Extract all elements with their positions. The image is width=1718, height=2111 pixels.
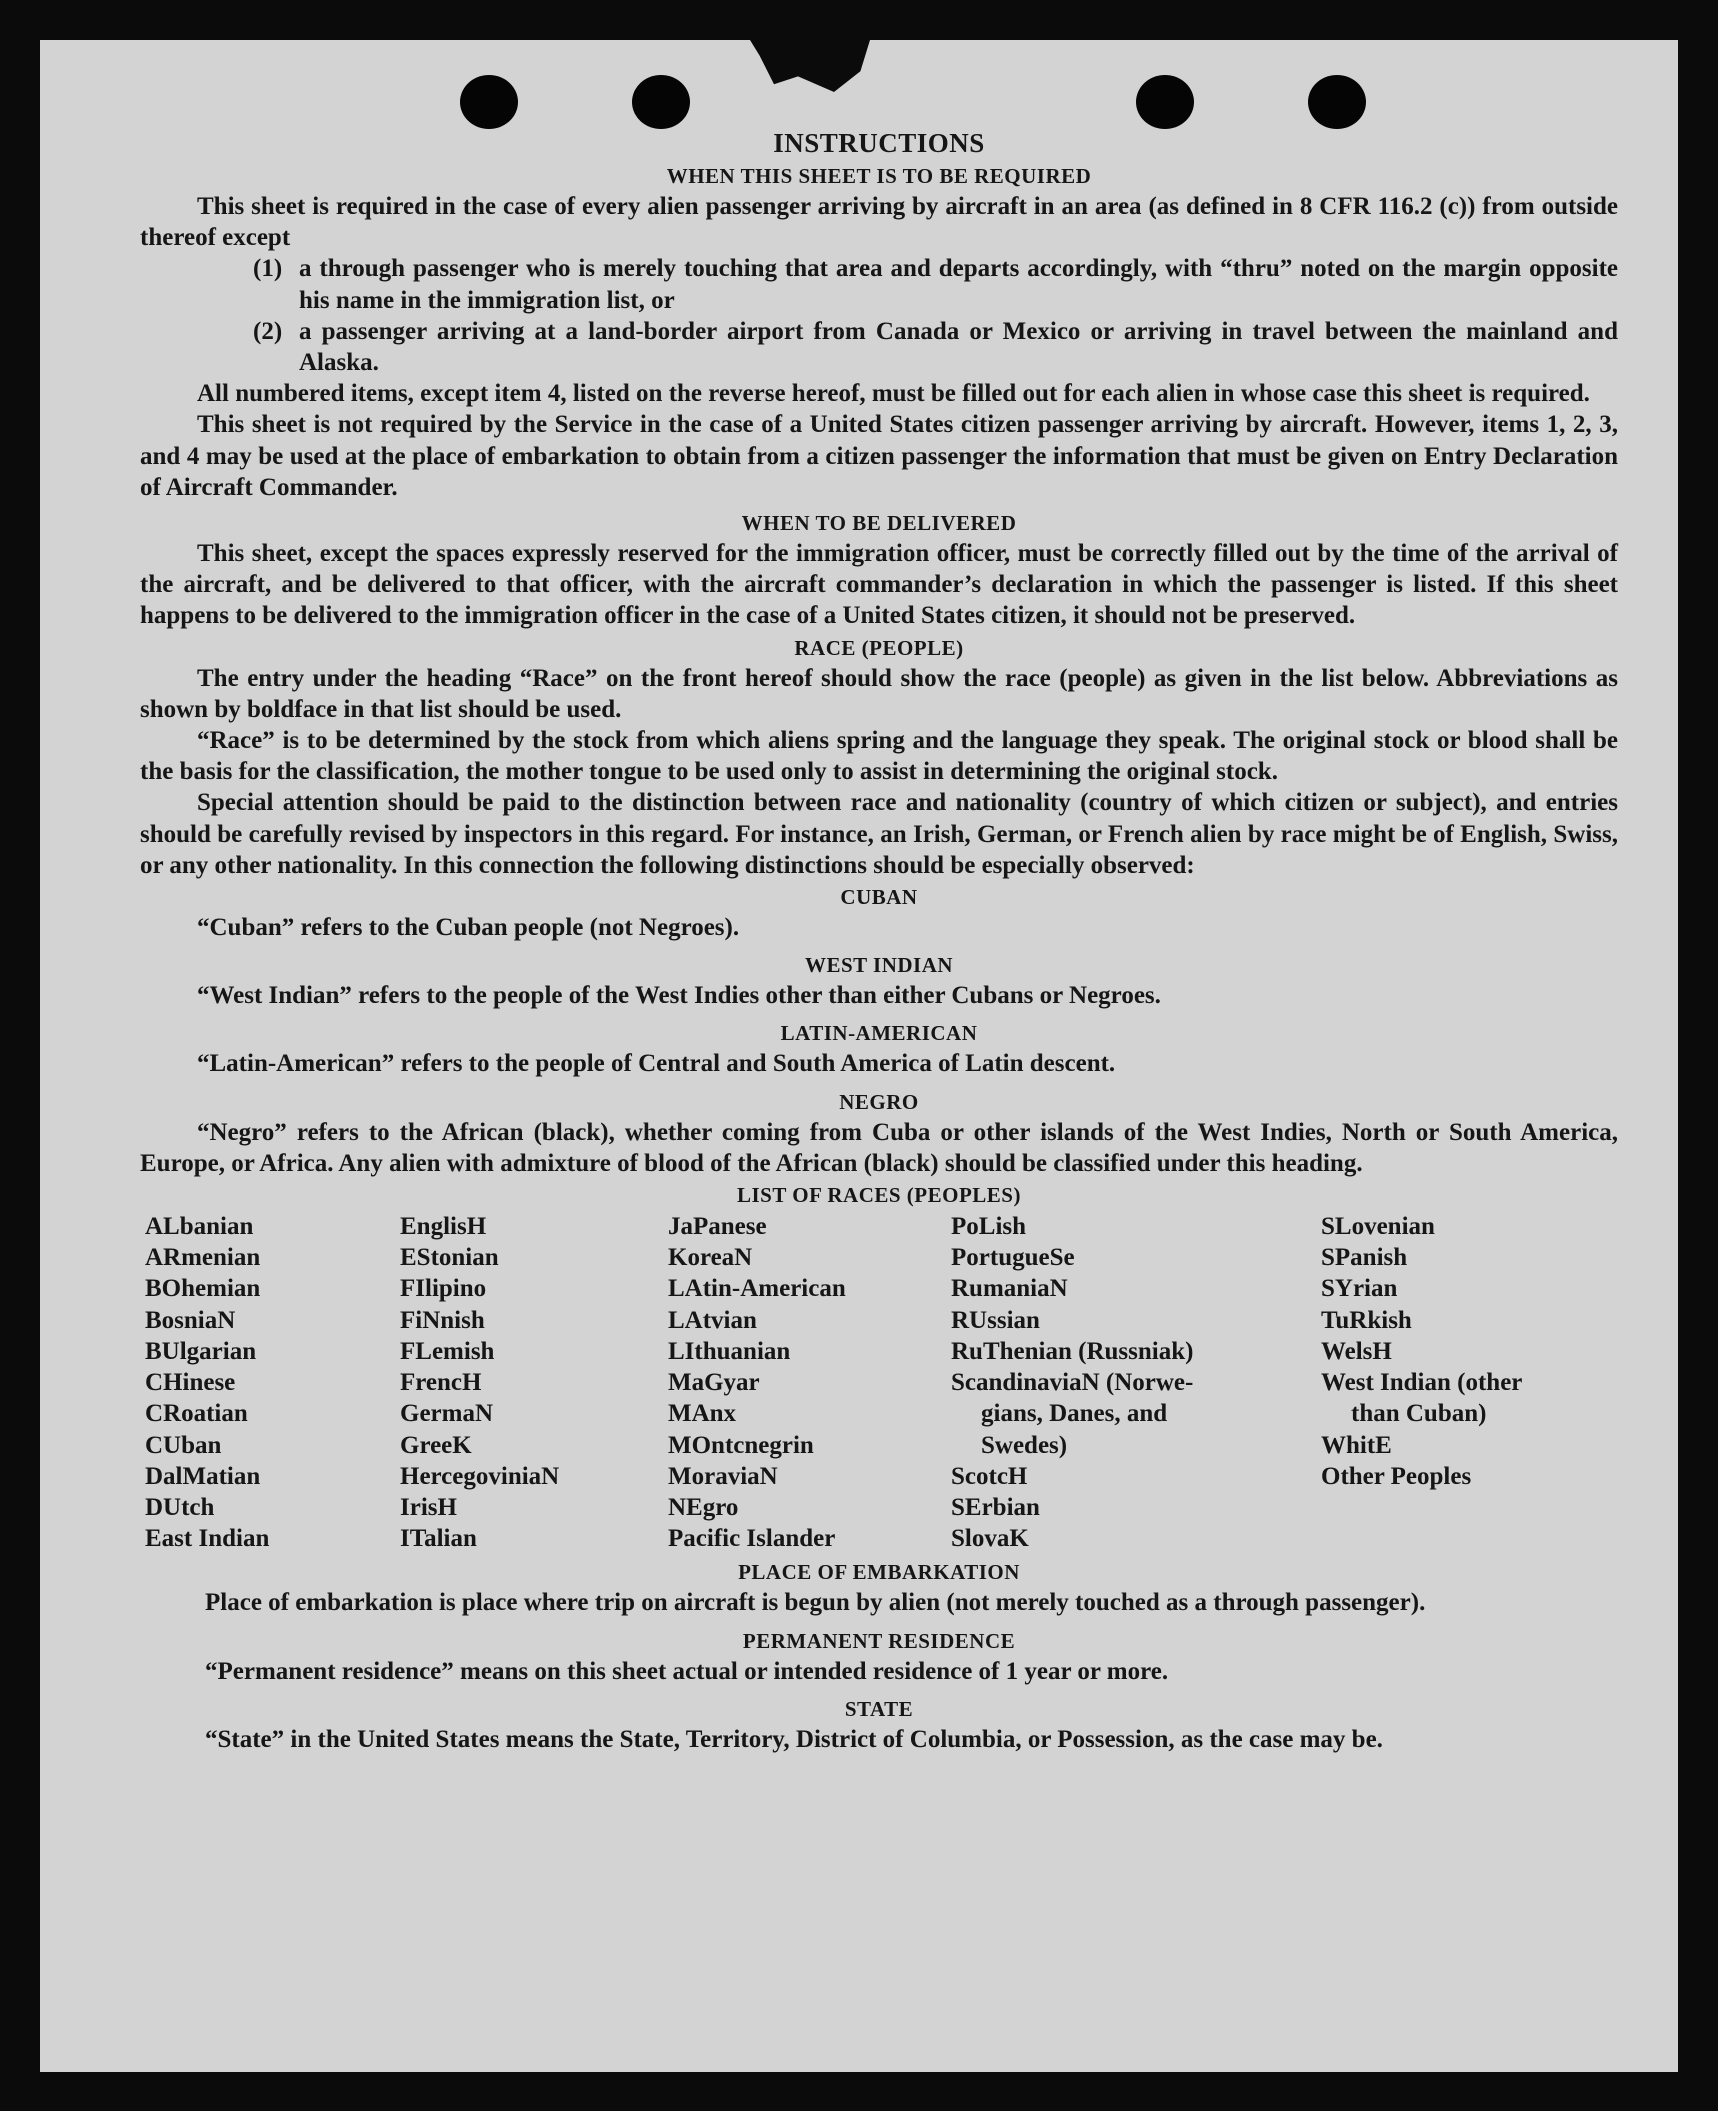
race-entry: HercegoviniaN bbox=[400, 1462, 560, 1490]
torn-edge bbox=[750, 40, 870, 92]
race-entry: BUlgarian bbox=[145, 1337, 257, 1365]
race-entry: ScandinaviaN (Norwe- bbox=[951, 1369, 1194, 1397]
race-entry: PoLish bbox=[951, 1213, 1027, 1241]
race-entry: SLovenian bbox=[1321, 1213, 1435, 1241]
paragraph: “Latin-American” refers to the people of Central and South America of Latin descent. bbox=[197, 1050, 1116, 1078]
list-item bbox=[253, 316, 1618, 378]
punch-hole bbox=[460, 75, 518, 129]
section-heading-embarkation: PLACE OF EMBARKATION bbox=[738, 1560, 1020, 1585]
section-heading-cuban: CUBAN bbox=[840, 885, 918, 910]
race-entry: MAnx bbox=[668, 1400, 737, 1428]
race-entry: SErbian bbox=[951, 1493, 1040, 1521]
race-entry: GermaN bbox=[400, 1400, 494, 1428]
race-column bbox=[668, 1211, 951, 1554]
race-entry: SlovaK bbox=[951, 1525, 1029, 1553]
punch-hole bbox=[632, 75, 690, 129]
paragraph: “Cuban” refers to the Cuban people (not Negroes). bbox=[197, 914, 740, 942]
race-column bbox=[951, 1211, 1321, 1554]
list-item bbox=[253, 253, 1618, 315]
race-entry: EStonian bbox=[400, 1244, 499, 1272]
race-entry: ARmenian bbox=[145, 1244, 261, 1272]
race-entry: ITalian bbox=[400, 1525, 477, 1553]
race-entry: RumaniaN bbox=[951, 1275, 1068, 1303]
paragraph: This sheet is not required by the Service in the case of a United States citizen passenger arriving by aircraft. However, items 1, 2, 3, and 4 may be used at the place of embarkation to obtain from a citizen passenger the information that must be given on Entry Declaration of Aircraft Commander. bbox=[140, 411, 1618, 501]
race-entry: WelsH bbox=[1321, 1337, 1392, 1365]
paragraph: This sheet, except the spaces expressly reserved for the immigration officer, must be correctly filled out by the time of the arrival of the aircraft, and be delivered to that officer, with the aircraft commander’s declaration in which the passenger is listed. If this sheet happens to be delivered to the immigration officer in the case of a United States citizen, it should not be preserved. bbox=[140, 540, 1618, 630]
race-entry: SPanish bbox=[1321, 1244, 1408, 1272]
paragraph: This sheet is required in the case of every alien passenger arriving by aircraft in an area (as defined in 8 CFR 116.2 (c)) from outside thereof except bbox=[140, 193, 1618, 252]
race-entry: East Indian bbox=[145, 1525, 270, 1553]
race-entry: ScotcH bbox=[951, 1462, 1028, 1490]
race-entry: TuRkish bbox=[1321, 1306, 1412, 1334]
race-entry: FrencH bbox=[400, 1369, 482, 1397]
item-number: (2) bbox=[253, 317, 283, 345]
race-entry: MoraviaN bbox=[668, 1462, 778, 1490]
item-text: a passenger arriving at a land-border airport from Canada or Mexico or arriving in travel between the mainland and Alaska. bbox=[299, 317, 1618, 377]
paragraph: “Negro” refers to the African (black), whether coming from Cuba or other islands of the West Indies, North or South America, Europe, or Africa. Any alien with admixture of blood of the African (black) should be classified under this heading. bbox=[140, 1118, 1618, 1177]
race-entry: LAtvian bbox=[668, 1306, 757, 1334]
race-entry: Pacific Islander bbox=[668, 1525, 836, 1553]
race-entry: SYrian bbox=[1321, 1275, 1398, 1303]
paragraph: All numbered items, except item 4, listed on the reverse hereof, must be filled out for each alien in whose case this sheet is required. bbox=[197, 380, 1590, 408]
race-entry: CRoatian bbox=[145, 1400, 248, 1428]
race-entry: LIthuanian bbox=[668, 1337, 791, 1365]
paragraph: “State” in the United States means the State, Territory, District of Columbia, or Possession, as the case may be. bbox=[205, 1725, 1383, 1753]
race-entry: ALbanian bbox=[145, 1213, 254, 1241]
race-entry: DalMatian bbox=[145, 1462, 261, 1490]
paragraph: “Race” is to be determined by the stock from which aliens spring and the language they speak. The original stock or blood shall be the basis for the classification, the mother tongue to be used only to assist in determining the original stock. bbox=[140, 727, 1618, 786]
punch-hole bbox=[1136, 75, 1194, 129]
race-entry: DUtch bbox=[145, 1493, 215, 1521]
race-entry: EnglisH bbox=[400, 1213, 487, 1241]
section-heading-state: STATE bbox=[844, 1696, 914, 1721]
race-entry: Swedes) bbox=[981, 1431, 1068, 1459]
race-entry: FIlipino bbox=[400, 1275, 487, 1303]
race-entry: West Indian (other bbox=[1321, 1369, 1523, 1397]
race-entry: CHinese bbox=[145, 1369, 236, 1397]
section-heading-latin-american: LATIN-AMERICAN bbox=[780, 1021, 978, 1046]
race-entry: NEgro bbox=[668, 1493, 739, 1521]
race-entry: IrisH bbox=[400, 1493, 457, 1521]
race-entry: FLemish bbox=[400, 1337, 495, 1365]
race-entry: FiNnish bbox=[400, 1306, 485, 1334]
section-heading-list-of-races: LIST OF RACES (PEOPLES) bbox=[737, 1183, 1021, 1208]
race-entry: PortugueSe bbox=[951, 1244, 1075, 1272]
section-heading-race: RACE (PEOPLE) bbox=[794, 635, 964, 660]
section-heading-negro: NEGRO bbox=[839, 1089, 919, 1114]
paragraph: “Permanent residence” means on this sheet actual or intended residence of 1 year or more. bbox=[205, 1657, 1169, 1685]
race-column bbox=[145, 1211, 400, 1554]
race-column bbox=[1321, 1211, 1623, 1554]
race-entry: KoreaN bbox=[668, 1244, 753, 1272]
race-entry: BOhemian bbox=[145, 1275, 261, 1303]
paragraph: The entry under the heading “Race” on the front hereof should show the race (people) as given in the list below. Abbreviations as shown by boldface in that list should be used. bbox=[140, 664, 1618, 723]
race-entry: BosniaN bbox=[145, 1306, 236, 1334]
item-text: a through passenger who is merely touching that area and departs accordingly, with “thru” noted on the margin opposite his name in the immigration list, or bbox=[299, 255, 1618, 314]
paragraph: Special attention should be paid to the distinction between race and nationality (country of which citizen or subject), and entries should be carefully revised by inspectors in this regard. For instance, an Irish, German, or French alien by race might be of English, Swiss, or any other nationality. In this connection the following distinctions should be especially observed: bbox=[140, 789, 1618, 879]
race-entry: Other Peoples bbox=[1321, 1462, 1472, 1490]
race-entry: RuThenian (Russniak) bbox=[951, 1337, 1194, 1365]
section-heading-required: WHEN THIS SHEET IS TO BE REQUIRED bbox=[666, 164, 1092, 188]
race-column bbox=[400, 1211, 668, 1554]
race-entry: MaGyar bbox=[668, 1369, 760, 1397]
race-list bbox=[145, 1211, 1618, 1554]
race-entry: CUban bbox=[145, 1431, 222, 1459]
item-number: (1) bbox=[253, 255, 283, 283]
instructions-content bbox=[140, 126, 1618, 1755]
section-heading-west-indian: WEST INDIAN bbox=[804, 953, 954, 978]
race-entry: RUssian bbox=[951, 1306, 1040, 1334]
race-entry: LAtin-American bbox=[668, 1275, 846, 1303]
paragraph: “West Indian” refers to the people of the West Indies other than either Cubans or Negroes. bbox=[197, 982, 1161, 1010]
document-page bbox=[40, 40, 1678, 2072]
page-title: INSTRUCTIONS bbox=[773, 128, 985, 158]
race-entry: JaPanese bbox=[668, 1213, 767, 1241]
paragraph: Place of embarkation is place where trip on aircraft is begun by alien (not merely touched as a through passenger). bbox=[205, 1589, 1426, 1617]
section-heading-delivered: WHEN TO BE DELIVERED bbox=[741, 511, 1017, 536]
race-entry: than Cuban) bbox=[1351, 1400, 1487, 1428]
race-entry: gians, Danes, and bbox=[981, 1400, 1168, 1428]
punch-hole bbox=[1308, 75, 1366, 129]
section-heading-residence: PERMANENT RESIDENCE bbox=[742, 1628, 1016, 1653]
race-entry: MOntcnegrin bbox=[668, 1431, 814, 1459]
race-entry: WhitE bbox=[1321, 1431, 1392, 1459]
race-entry: GreeK bbox=[400, 1431, 472, 1459]
